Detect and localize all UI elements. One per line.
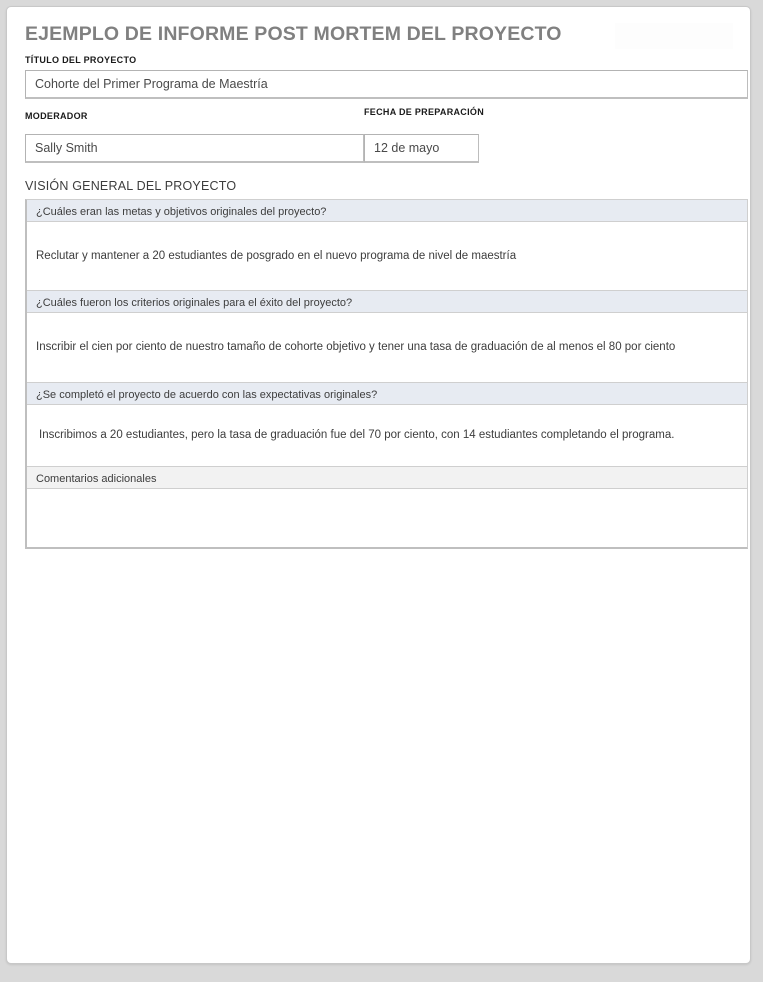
table-row: ¿Cuáles eran las metas y objetivos originales del proyecto? [27, 200, 747, 222]
document-page [6, 6, 751, 964]
project-title-input[interactable]: Cohorte del Primer Programa de Maestría [25, 70, 748, 99]
project-title-label: TÍTULO DEL PROYECTO [25, 55, 137, 65]
page-title: EJEMPLO DE INFORME POST MORTEM DEL PROYECTO [25, 23, 562, 45]
moderator-date-field-group [25, 107, 734, 168]
table-row[interactable]: Inscribir el cien por ciento de nuestro tamaño de cohorte objetivo y tener una tasa de graduación de al menos el 80 por ciento [27, 313, 747, 383]
table-row[interactable]: Reclutar y mantener a 20 estudiantes de posgrado en el nuevo programa de nivel de maestría [27, 222, 747, 291]
prep-date-input[interactable]: 12 de mayo [364, 134, 479, 163]
project-title-field-group [25, 55, 734, 99]
table-row[interactable] [27, 489, 747, 547]
document-content [25, 21, 734, 549]
table-row: ¿Cuáles fueron los criterios originales para el éxito del proyecto? [27, 291, 747, 313]
moderator-label: MODERADOR [25, 111, 88, 121]
project-overview-table [25, 199, 748, 549]
prep-date-label: FECHA DE PREPARACIÓN [364, 107, 485, 117]
table-row[interactable]: Inscribimos a 20 estudiantes, pero la tasa de graduación fue del 70 por ciento, con 14 estudiantes completando el programa. [27, 405, 747, 467]
table-row: ¿Se completó el proyecto de acuerdo con las expectativas originales? [27, 383, 747, 405]
logo-placeholder [615, 23, 733, 49]
document-header [25, 21, 734, 51]
table-row: Comentarios adicionales [27, 467, 747, 489]
moderator-input[interactable]: Sally Smith [25, 134, 364, 163]
project-overview-heading: VISIÓN GENERAL DEL PROYECTO [25, 179, 237, 193]
